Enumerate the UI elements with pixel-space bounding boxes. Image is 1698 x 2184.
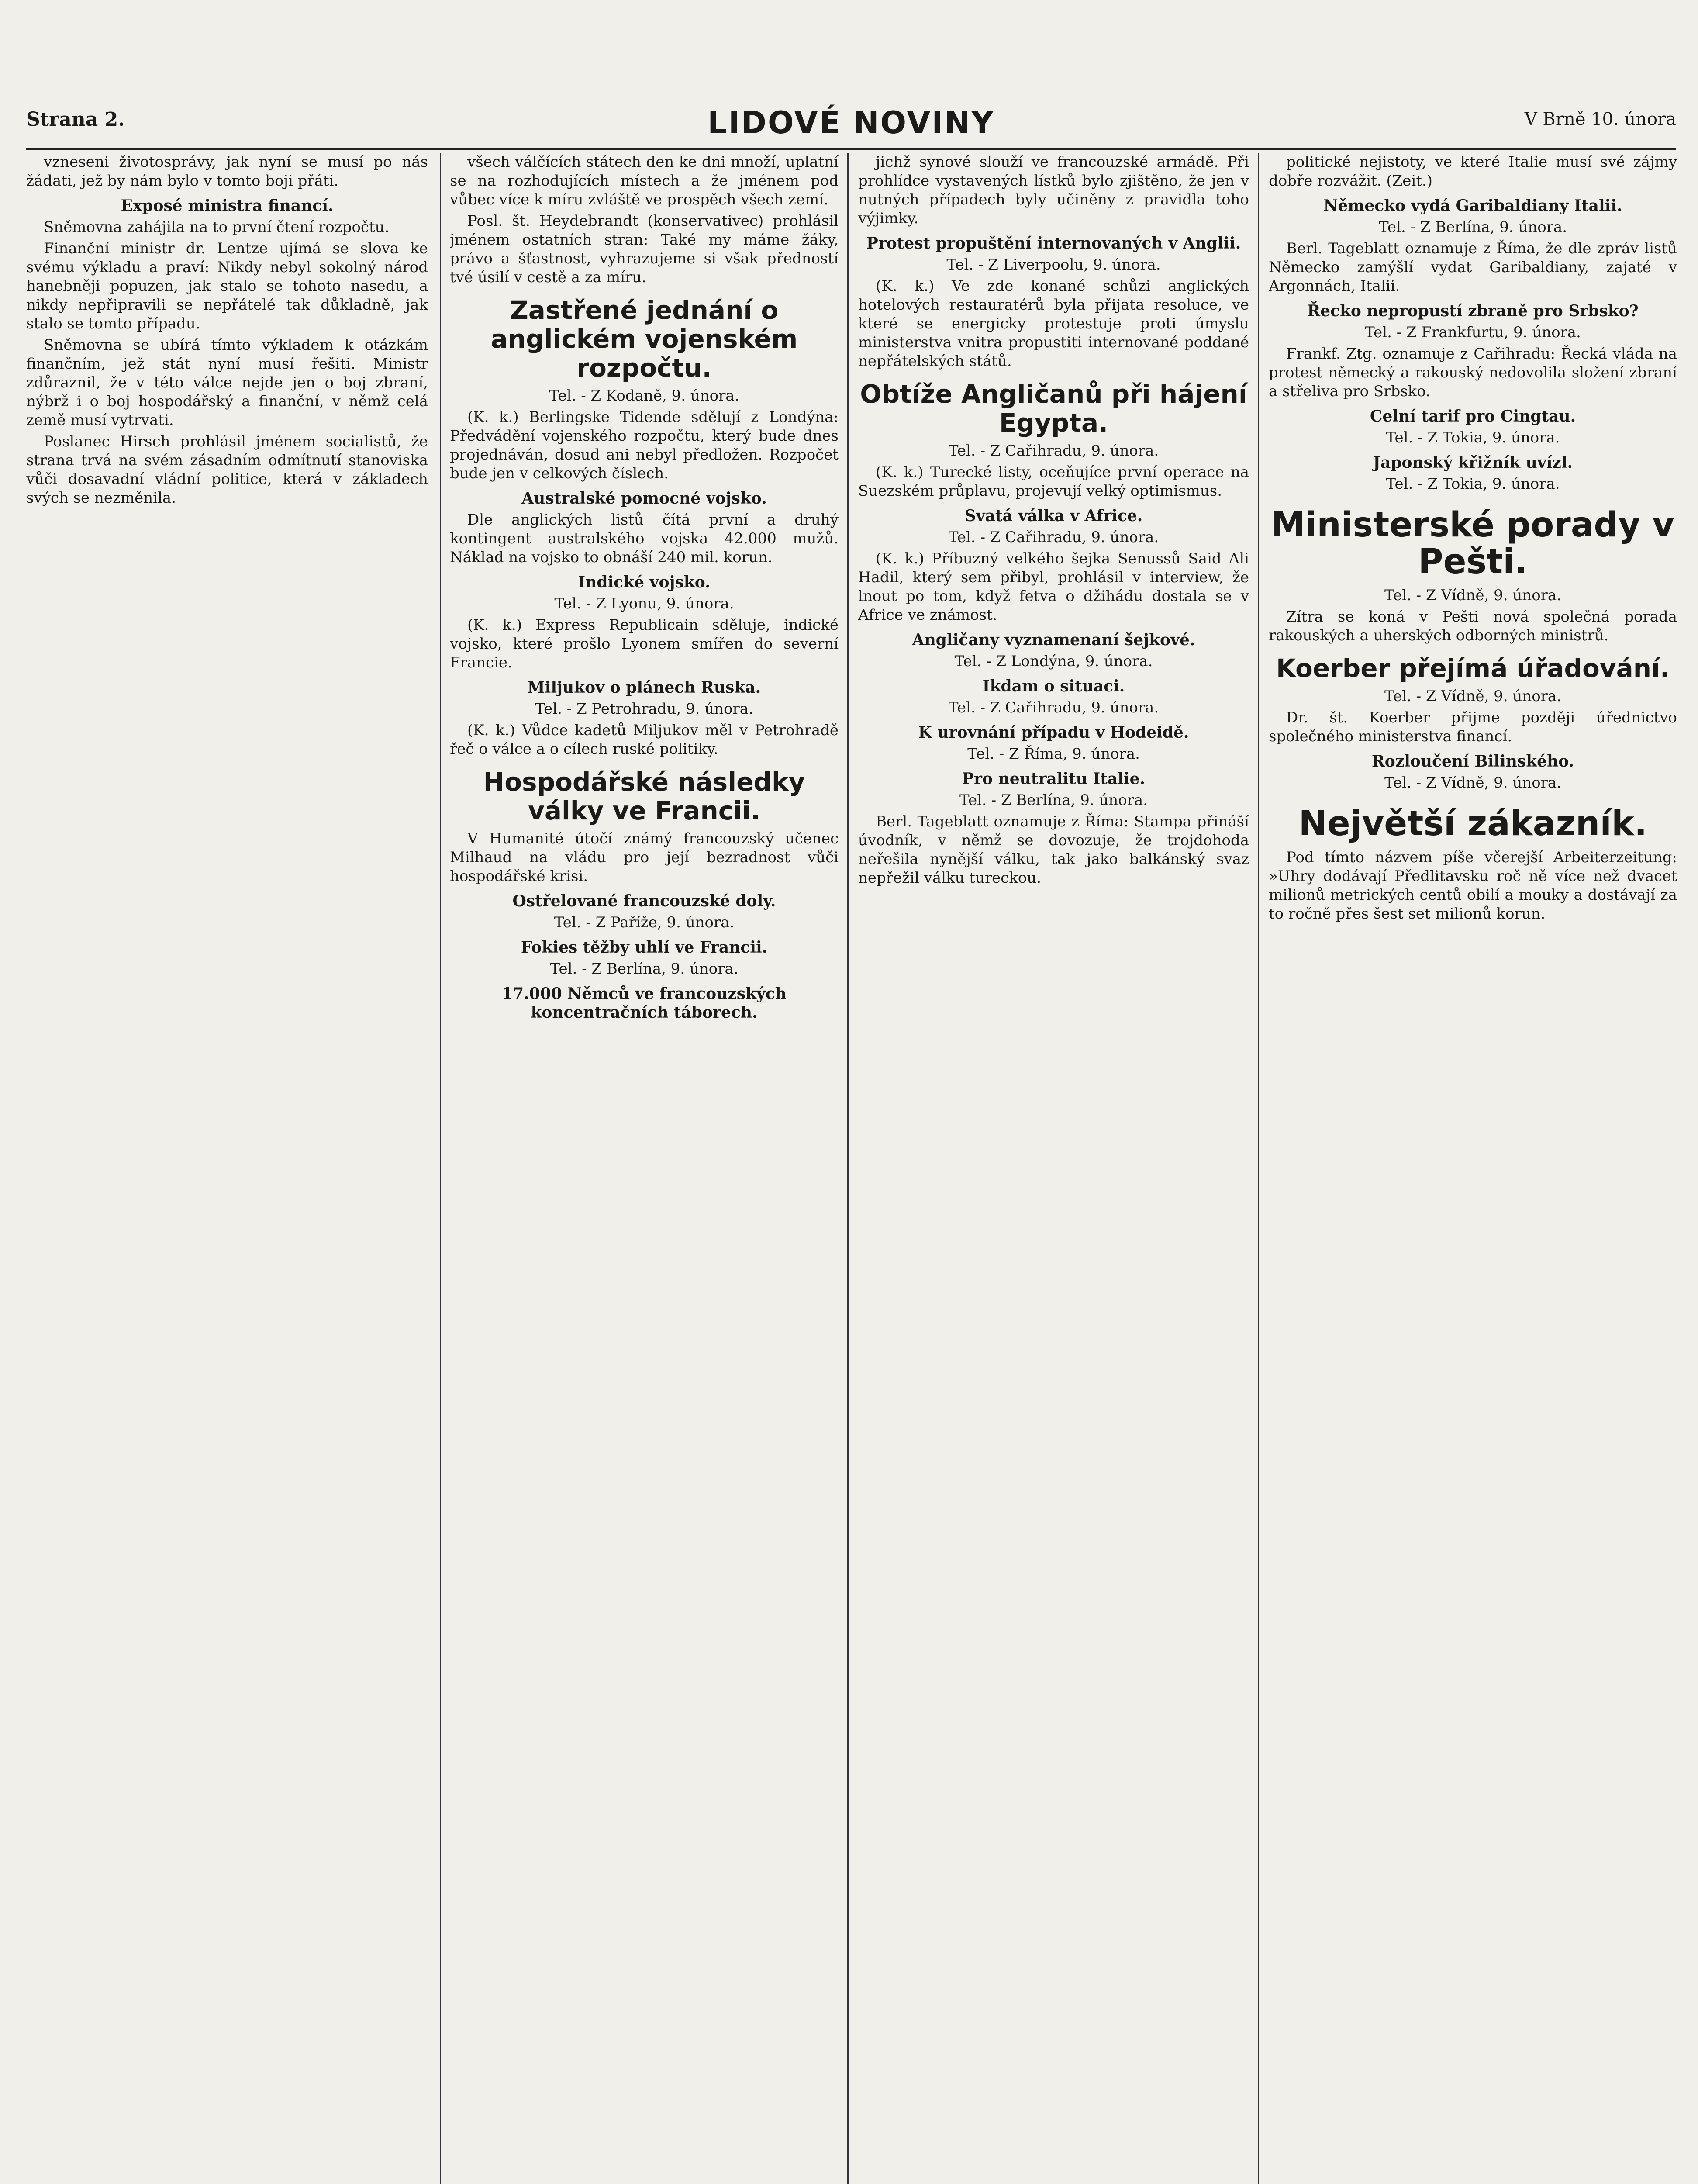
article-paragraph: Zítra se koná v Pešti nová společná porada rakouských a uherských odborných ministrů. [1269, 608, 1677, 644]
article-dateline: Tel. - Z Berlína, 9. února. [959, 791, 1148, 809]
article-paragraph: V Humanité útočí známý francouzský učenec Milhaud na vládu pro její bezradnost vůči hospodářské krisi. [450, 830, 839, 885]
article-paragraph: vzneseni životosprávy, jak nyní se musí po nás žádati, jež by nám bylo v tomto boji přáti. [26, 153, 428, 190]
article-heading: Německo vydá Garibaldiany Italii. [1323, 197, 1622, 215]
article-heading: Japonský křižník uvízl. [1373, 453, 1573, 472]
article-paragraph: (K. k.) Ve zde konané schůzi anglických hotelových restauratérů byla přijata resoluce, ve které se energicky protestuje proti úmyslu ministerstva vnitra propustiti internované poddané nepřátelských států. [858, 277, 1249, 370]
masthead-rule [26, 148, 1676, 150]
article-heading: Řecko nepropustí zbraně pro Srbsko? [1307, 302, 1639, 320]
article-paragraph: Poslanec Hirsch prohlásil jménem socialistů, že strana trvá na svém zásadním odmítnutí stanoviska vůči dosavadní vládní politice, která v základech svých se nezměnila. [26, 433, 428, 507]
article-dateline: Tel. - Z Londýna, 9. února. [954, 653, 1153, 670]
article-paragraph: (K. k.) Vůdce kadetů Miljukov měl v Petrohradě řeč o válce a o cílech ruské politiky. [450, 722, 839, 758]
article-dateline: Tel. - Z Petrohradu, 9. února. [535, 700, 753, 718]
article-heading: K urovnání případu v Hodeidě. [918, 723, 1189, 742]
article-heading: Indické vojsko. [578, 573, 711, 591]
article-paragraph: všech válčících státech den ke dni množí, uplatní se na rozhodujících místech a že jménem pod vůbec více k míru zvláště ve prospěch všech zemí. [450, 153, 839, 208]
column-4 [1269, 153, 1677, 2184]
column-divider [847, 153, 849, 2184]
column-3 [858, 153, 1249, 2184]
article-paragraph: politické nejistoty, ve které Italie musí své zájmy dobře rozvážit. (Zeit.) [1269, 153, 1677, 190]
article-heading: Protest propuštění internovaných v Anglii. [866, 234, 1241, 252]
article-heading: Ostřelované francouzské doly. [512, 892, 776, 910]
article-heading: Celní tarif pro Cingtau. [1370, 407, 1576, 425]
article-paragraph: Sněmovna zahájila na to první čtení rozpočtu. [44, 218, 390, 236]
article-headline-large: Ministerské porady v Pešti. [1271, 505, 1675, 581]
article-dateline: Tel. - Z Berlína, 9. února. [550, 960, 739, 978]
article-paragraph: (K. k.) Express Republicain sděluje, indické vojsko, které prošlo Lyonem smířen do severní Francie. [450, 616, 839, 671]
article-headline-large: Největší zákazník. [1298, 804, 1647, 843]
article-paragraph: (K. k.) Berlingske Tidende sdělují z Londýna: Předvádění vojenského rozpočtu, který bude dnes projednáván, dosud ani nebyl předložen. Rozpočet bude jen v celkových číslech. [450, 408, 839, 482]
article-headline: Zastřené jednání o anglickém vojenském rozpočtu. [490, 295, 798, 383]
article-dateline: Tel. - Z Cařihradu, 9. února. [948, 529, 1159, 546]
article-heading: Fokies těžby uhlí ve Francii. [521, 938, 768, 957]
article-heading: Exposé ministra financí. [121, 197, 334, 215]
article-heading: Rozloučení Bilinského. [1371, 752, 1574, 771]
article-paragraph: Berl. Tageblatt oznamuje z Říma, že dle zpráv listů Německo zamýšlí vydat Garibaldiany, zajaté v Argonnách, Italii. [1269, 240, 1677, 295]
article-dateline: Tel. - Z Tokia, 9. února. [1386, 475, 1560, 493]
column-divider [1258, 153, 1259, 2184]
article-paragraph: Finanční ministr dr. Lentze ujímá se slova ke svému výkladu a praví: Nikdy nebyl sokolný národ hanebněji popuzen, jak stalo se tohoto nasedu, a nikdy nepřipravili se nepřátelé tak důkladně, jak stalo se tomto případu. [26, 240, 428, 332]
article-heading: 17.000 Němců ve francouzských koncentračních táborech. [502, 985, 787, 1022]
article-dateline: Tel. - Z Kodaně, 9. února. [549, 387, 739, 404]
paper-name: LIDOVÉ NOVINY [708, 105, 995, 141]
article-dateline: Tel. - Z Říma, 9. února. [967, 745, 1140, 763]
article-heading: Svatá válka v Africe. [964, 507, 1143, 525]
article-dateline: Tel. - Z Cařihradu, 9. února. [948, 699, 1159, 716]
page-label: Strana 2. [26, 108, 125, 131]
article-headline: Koerber přejímá úřadování. [1276, 653, 1670, 683]
article-paragraph: (K. k.) Příbuzný velkého šejka Senussů Said Ali Hadil, který sem přibyl, prohlásil v interview, že lnout po tom, když fetva o džihádu dostala se v Africe ve známost. [858, 550, 1249, 624]
article-dateline: Tel. - Z Frankfurtu, 9. února. [1365, 324, 1581, 341]
article-dateline: Tel. - Z Liverpoolu, 9. února. [946, 256, 1161, 273]
article-paragraph: Posl. št. Heydebrandt (konservativec) prohlásil jménem ostatních stran: Také my máme žáky, právo a šťastnost, vyhrazujeme si však předností tvé úsilí v cestě a za míru. [450, 212, 839, 286]
article-paragraph: Sněmovna se ubírá tímto výkladem k otázkám finančním, jež stát nyní musí řešiti. Ministr zdůraznil, že v této válce nejde jen o boj zbraní, nýbrž i o boj hospodářský a finanční, v němž celá země musí vytrvati. [26, 336, 428, 429]
article-paragraph: Pod tímto názvem píše včerejší Arbeiterzeitung: »Uhry dodávají Předlitavsku roč ně více než dvacet milionů metrických centů obilí a mouky a dostávají za to ročně přes šest set milionů korun. [1269, 849, 1677, 923]
article-paragraph: jichž synové slouží ve francouzské armádě. Při prohlídce vystavených lístků bylo zjištěno, že jen v nutných případech byly učiněny z pravidla toho výjimky. [858, 153, 1249, 227]
article-heading: Pro neutralitu Italie. [962, 770, 1146, 788]
column-2 [450, 153, 839, 2184]
article-paragraph: Dle anglických listů čítá první a druhý kontingent australského vojska 42.000 mužů. Náklad na vojsko to obnáší 240 mil. korun. [450, 511, 839, 566]
article-dateline: Tel. - Z Lyonu, 9. února. [554, 595, 734, 612]
issue-date: V Brně 10. února [1524, 109, 1676, 129]
article-paragraph: Frankf. Ztg. oznamuje z Cařihradu: Řecká vláda na protest německý a rakouský nedovolila složení zbraní a střeliva pro Srbsko. [1269, 345, 1677, 400]
article-dateline: Tel. - Z Vídně, 9. února. [1384, 688, 1562, 705]
article-heading: Miljukov o plánech Ruska. [527, 678, 761, 697]
column-1 [26, 153, 428, 2184]
article-headline: Hospodářské následky války ve Francii. [483, 767, 805, 826]
article-heading: Australské pomocné vojsko. [521, 489, 767, 508]
article-dateline: Tel. - Z Tokia, 9. února. [1386, 429, 1560, 446]
article-headline: Obtíže Angličanů při hájení Egypta. [860, 379, 1247, 438]
article-dateline: Tel. - Z Vídně, 9. února. [1384, 587, 1562, 604]
article-heading: Ikdam o situaci. [982, 677, 1125, 695]
column-divider [440, 153, 441, 2184]
article-paragraph: Berl. Tageblatt oznamuje z Říma: Stampa přináší úvodník, v němž se dovozuje, že trojdohoda neřešila nynější válku, tak jako balkánský svaz nepřežil válku tureckou. [858, 813, 1249, 887]
article-dateline: Tel. - Z Paříže, 9. února. [554, 914, 735, 931]
article-dateline: Tel. - Z Vídně, 9. února. [1384, 774, 1562, 791]
article-paragraph: (K. k.) Turecké listy, oceňujíce první operace na Suezském průplavu, projevují velký optimismus. [858, 463, 1249, 500]
article-heading: Angličany vyznamenaní šejkové. [912, 631, 1195, 649]
article-dateline: Tel. - Z Cařihradu, 9. února. [948, 442, 1159, 460]
article-dateline: Tel. - Z Berlína, 9. února. [1378, 218, 1567, 236]
article-paragraph: Dr. št. Koerber přijme později úřednictvo společného ministerstva financí. [1269, 709, 1677, 745]
masthead [26, 105, 1676, 144]
